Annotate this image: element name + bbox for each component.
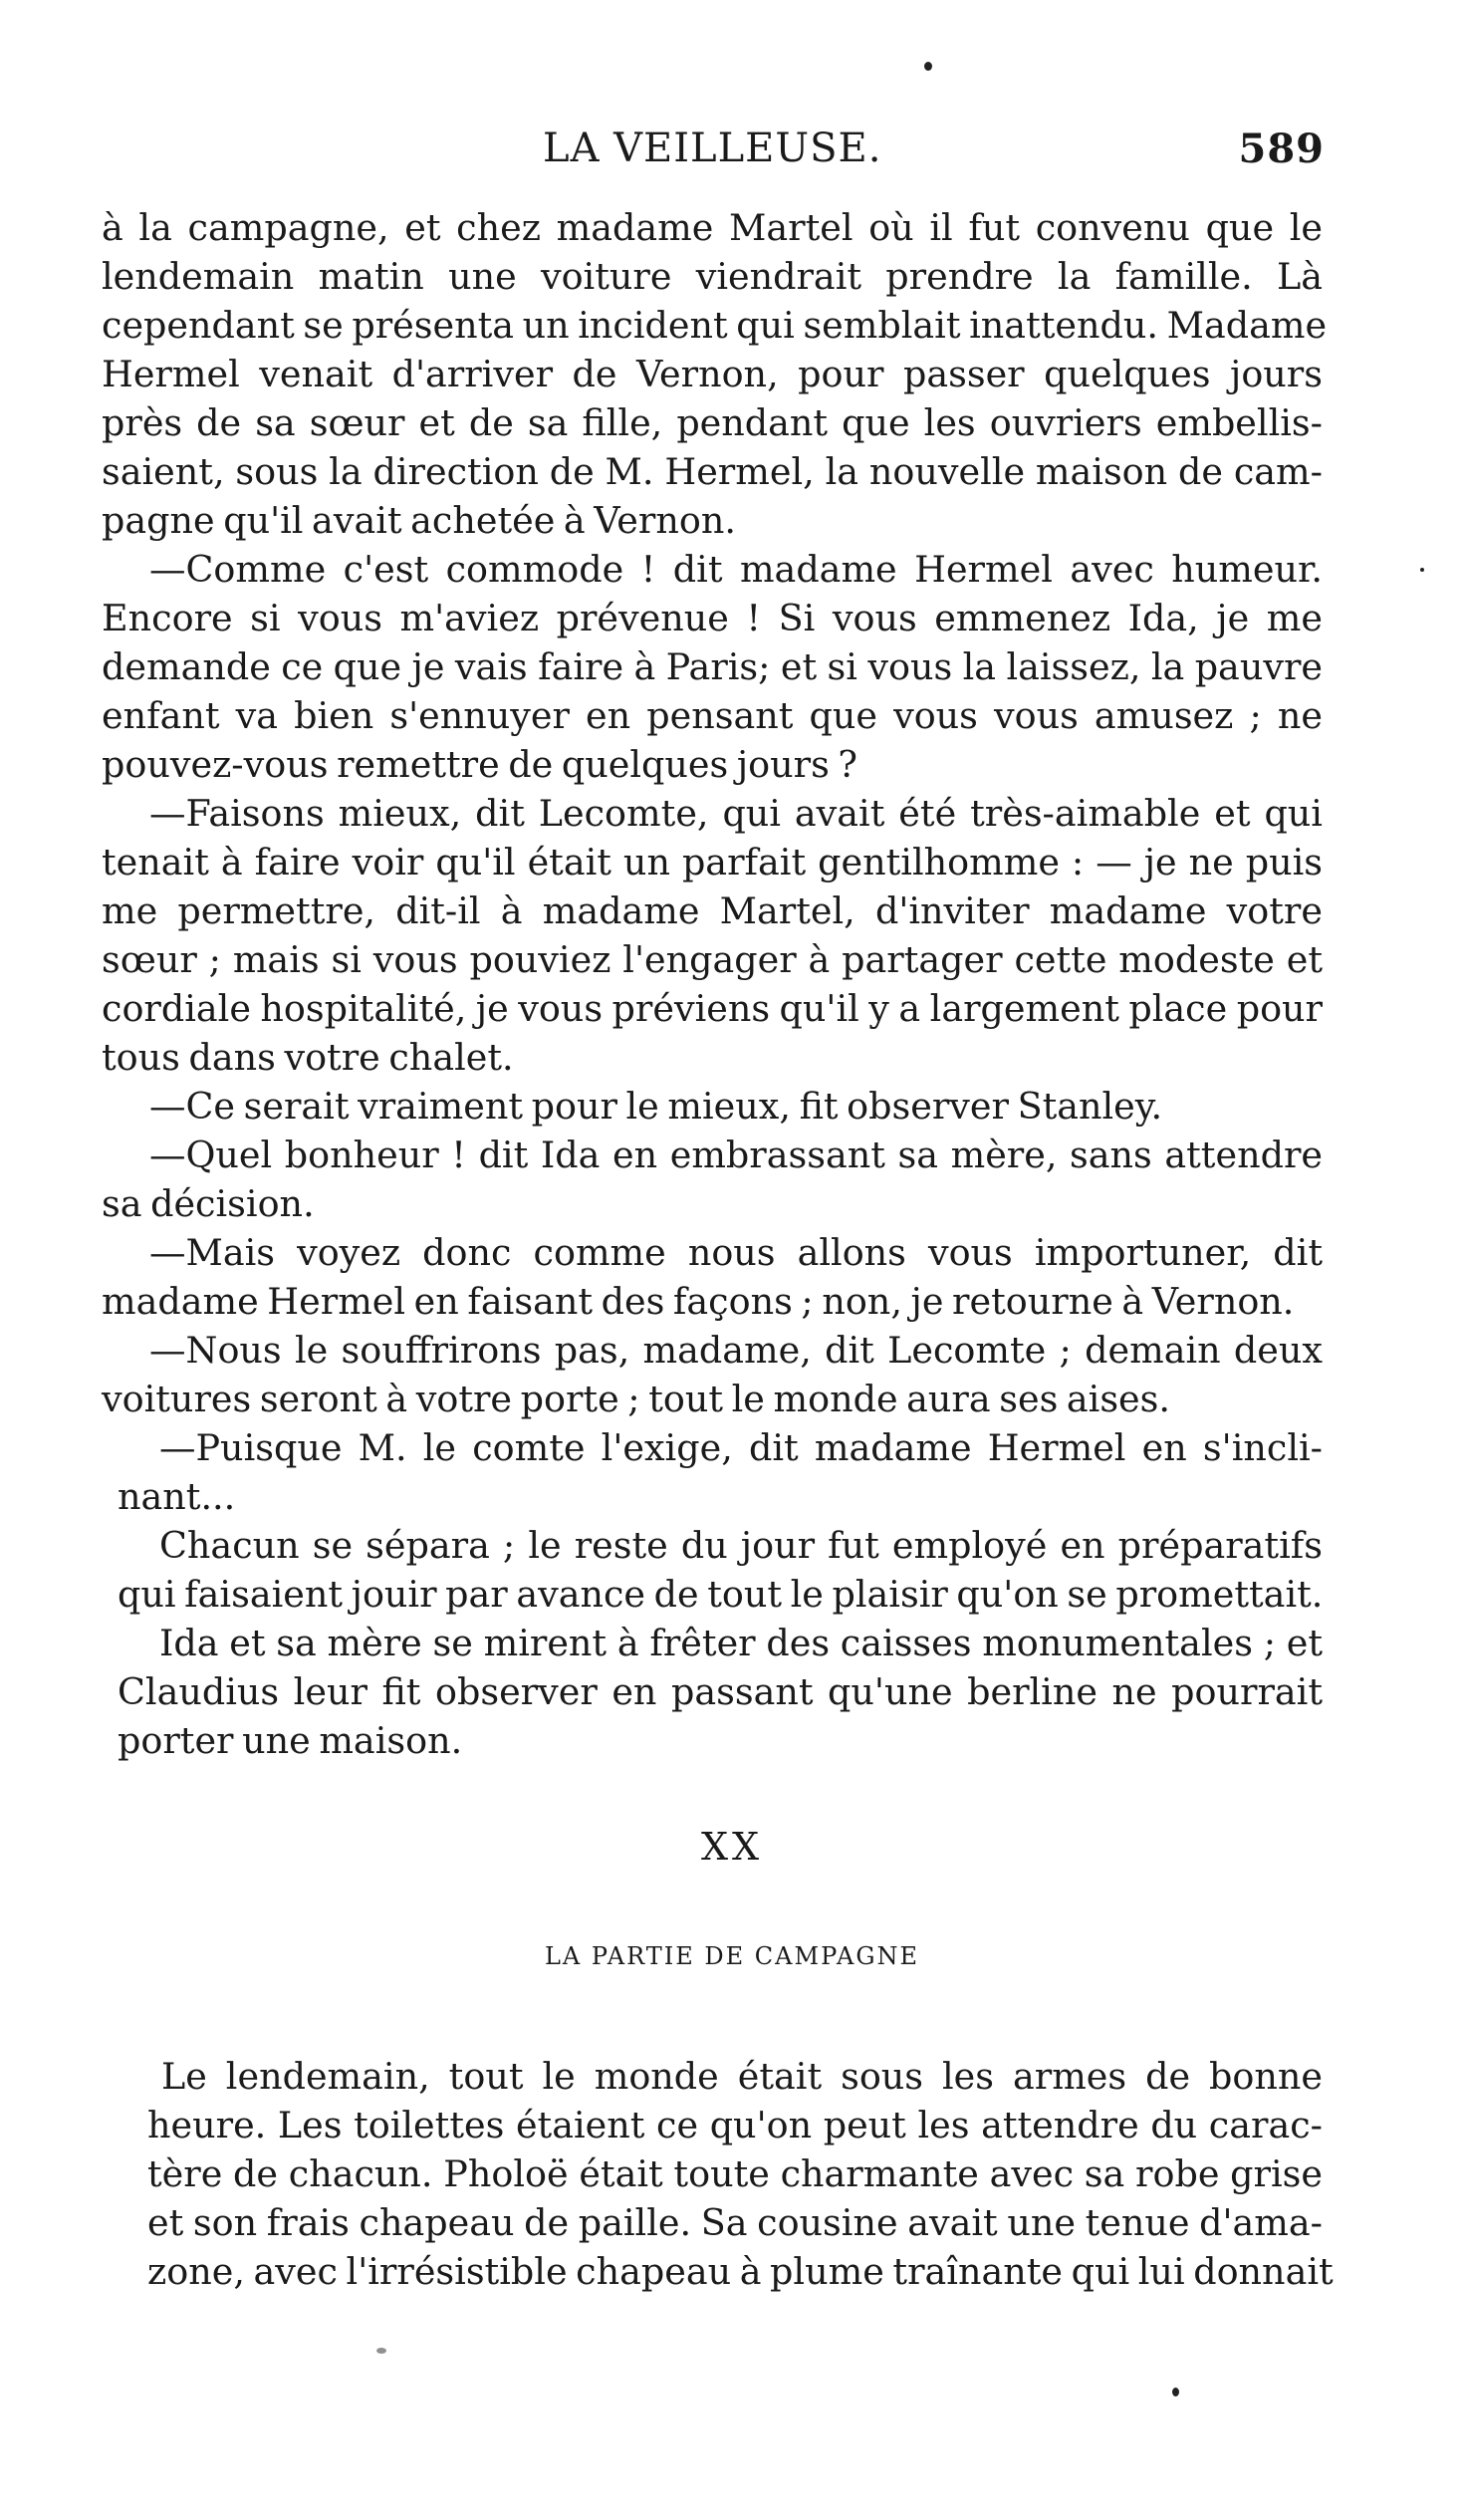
ink-speck — [1172, 2388, 1179, 2396]
text-line: Le lendemain, tout le monde était sous les armes de bonne — [161, 2055, 1323, 2098]
text-line: heure. Les toilettes étaient ce qu'on peut les attendre du carac- — [147, 2104, 1323, 2146]
text-line: —Mais voyez donc comme nous allons vous importuner, dit — [149, 1231, 1323, 1274]
text-line: sœur ; mais si vous pouviez l'engager à partager cette modeste et — [102, 938, 1323, 981]
text-line: Claudius leur fit observer en passant qu'une berline ne pourrait — [118, 1670, 1323, 1713]
text-line: —Nous le souffrirons pas, madame, dit Lecomte ; demain deux — [149, 1329, 1323, 1372]
text-line: qui faisaient jouir par avance de tout le plaisir qu'on se promettait. — [118, 1573, 1324, 1616]
text-line: et son frais chapeau de paille. Sa cousine avait une tenue d'ama- — [147, 2201, 1323, 2244]
text-line: Chacun se sépara ; le reste du jour fut employé en préparatifs — [159, 1524, 1323, 1567]
text-line: lendemain matin une voiture viendrait prendre la famille. Là — [102, 255, 1323, 298]
text-line: tère de chacun. Pholoë était toute charmante avec sa robe grise — [147, 2152, 1323, 2195]
text-line: Encore si vous m'aviez prévenue ! Si vous emmenez Ida, je me — [102, 597, 1323, 639]
text-line: tous dans votre chalet. — [102, 1036, 514, 1079]
text-line: à la campagne, et chez madame Martel où il fut convenu que le — [102, 206, 1323, 249]
text-line: saient, sous la direction de M. Hermel, la nouvelle maison de cam- — [102, 450, 1323, 493]
text-line: sa décision. — [102, 1182, 315, 1225]
text-line: nant... — [118, 1475, 236, 1518]
chapter-title: LA PARTIE DE CAMPAGNE — [544, 1942, 920, 1970]
ink-speck — [924, 62, 932, 71]
text-line: me permettre, dit-il à madame Martel, d'inviter madame votre — [102, 889, 1323, 932]
text-line: Ida et sa mère se mirent à frêter des caisses monumentales ; et — [159, 1622, 1323, 1664]
text-line: —Ce serait vraiment pour le mieux, fit observer Stanley. — [149, 1085, 1163, 1128]
text-line: cordiale hospitalité, je vous préviens qu'il y a largement place pour — [102, 987, 1323, 1030]
text-line: —Puisque M. le comte l'exige, dit madame Hermel en s'incli- — [159, 1426, 1323, 1469]
text-line: madame Hermel en faisant des façons ; non, je retourne à Vernon. — [102, 1280, 1295, 1323]
text-line: porter une maison. — [118, 1719, 463, 1762]
text-line: cependant se présenta un incident qui semblait inattendu. Madame — [102, 304, 1328, 347]
text-line: pouvez-vous remettre de quelques jours ? — [102, 743, 857, 786]
text-line: —Faisons mieux, dit Lecomte, qui avait été très-aimable et qui — [149, 792, 1323, 835]
text-line: voitures seront à votre porte ; tout le monde aura ses aises. — [102, 1378, 1170, 1420]
ink-speck — [376, 2348, 386, 2354]
text-line: zone, avec l'irrésistible chapeau à plume traînante qui lui donnait — [147, 2250, 1334, 2293]
chapter-number: XX — [700, 1825, 764, 1869]
text-line: enfant va bien s'ennuyer en pensant que vous vous amusez ; ne — [102, 694, 1323, 737]
text-line: tenait à faire voir qu'il était un parfait gentilhomme : — je ne puis — [102, 841, 1323, 883]
text-line: —Quel bonheur ! dit Ida en embrassant sa mère, sans attendre — [149, 1134, 1323, 1176]
text-line: pagne qu'il avait achetée à Vernon. — [102, 499, 736, 542]
text-line: —Comme c'est commode ! dit madame Hermel avec humeur. — [149, 548, 1323, 591]
text-line: demande ce que je vais faire à Paris; et si vous la laissez, la pauvre — [102, 645, 1323, 688]
text-line: Hermel venait d'arriver de Vernon, pour passer quelques jours — [102, 353, 1323, 395]
running-head — [100, 126, 1325, 177]
text-line: près de sa sœur et de sa fille, pendant que les ouvriers embellis- — [102, 401, 1323, 444]
ink-speck — [1420, 568, 1424, 572]
running-title: LA VEILLEUSE. — [543, 126, 882, 171]
page-number: 589 — [1238, 126, 1325, 172]
